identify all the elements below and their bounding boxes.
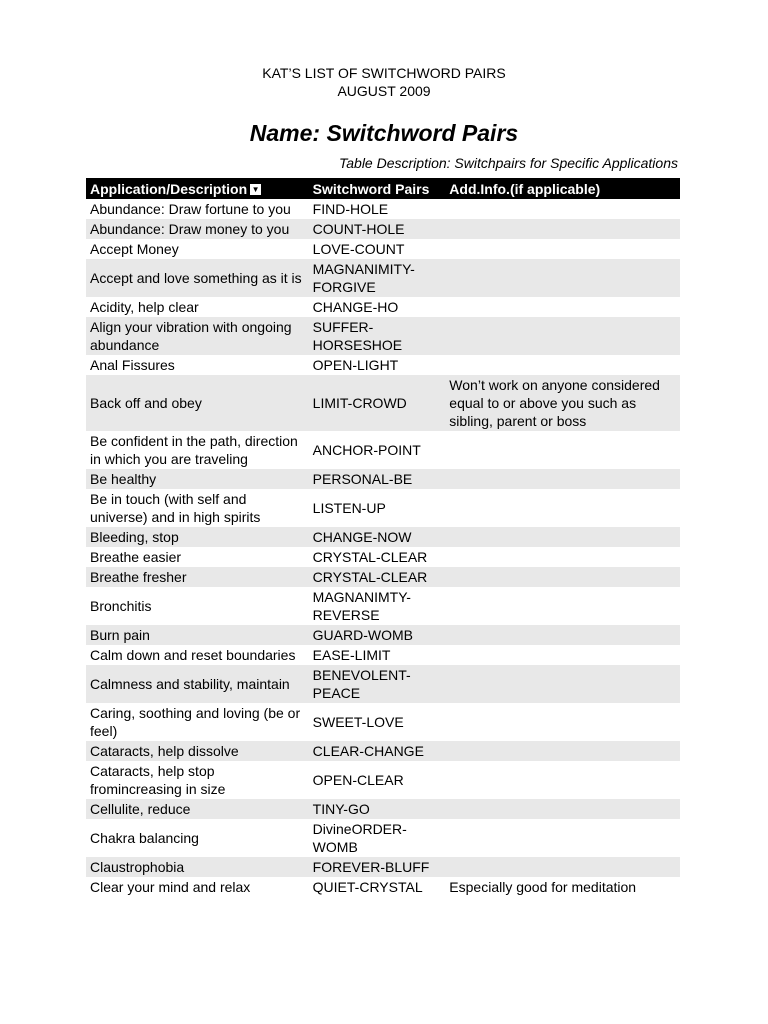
cell-add-info bbox=[445, 527, 680, 547]
cell-add-info bbox=[445, 239, 680, 259]
cell-switchword: FIND-HOLE bbox=[312, 201, 389, 217]
column-header-application[interactable] bbox=[86, 178, 309, 199]
cell-switchword: DivineORDER-WOMB bbox=[312, 821, 407, 855]
cell-application: Cellulite, reduce bbox=[90, 801, 191, 817]
table-row bbox=[86, 219, 680, 239]
cell-add-info: Especially good for meditation bbox=[449, 879, 637, 895]
cell-add-info bbox=[445, 317, 680, 355]
cell-switchword: EASE-LIMIT bbox=[312, 647, 391, 663]
cell-switchword: FOREVER-BLUFF bbox=[312, 859, 430, 875]
table-row bbox=[86, 431, 680, 469]
table-row bbox=[86, 239, 680, 259]
cell-switchword: LOVE-COUNT bbox=[312, 241, 405, 257]
table-row bbox=[86, 199, 680, 219]
cell-application: Align your vibration with ongoing abundance bbox=[90, 319, 292, 353]
table-row bbox=[86, 665, 680, 703]
cell-application: Be in touch (with self and universe) and in high spirits bbox=[90, 491, 261, 525]
table-row bbox=[86, 741, 680, 761]
table-row bbox=[86, 259, 680, 297]
table-row bbox=[86, 375, 680, 431]
table-body bbox=[86, 199, 680, 897]
column-header-switchword: Switchword Pairs bbox=[309, 178, 446, 199]
document-header-date: AUGUST 2009 bbox=[337, 83, 431, 99]
cell-switchword: BENEVOLENT-PEACE bbox=[312, 667, 411, 701]
cell-add-info bbox=[445, 665, 680, 703]
cell-add-info bbox=[445, 799, 680, 819]
cell-add-info bbox=[445, 761, 680, 799]
cell-add-info bbox=[445, 199, 680, 219]
cell-application: Accept and love something as it is bbox=[90, 270, 302, 286]
cell-application: Back off and obey bbox=[90, 395, 202, 411]
cell-switchword: CRYSTAL-CLEAR bbox=[312, 549, 428, 565]
cell-application: Caring, soothing and loving (be or feel) bbox=[90, 705, 301, 739]
table-row bbox=[86, 469, 680, 489]
cell-application: Claustrophobia bbox=[90, 859, 185, 875]
cell-application: Acidity, help clear bbox=[90, 299, 199, 315]
cell-add-info bbox=[445, 219, 680, 239]
cell-switchword: COUNT-HOLE bbox=[312, 221, 405, 237]
cell-switchword: CRYSTAL-CLEAR bbox=[312, 569, 428, 585]
cell-application: Be confident in the path, direction in which you are traveling bbox=[90, 433, 298, 467]
cell-switchword: MAGNANIMITY-FORGIVE bbox=[312, 261, 415, 295]
cell-application: Bronchitis bbox=[90, 598, 152, 614]
table-row bbox=[86, 587, 680, 625]
cell-application: Breathe easier bbox=[90, 549, 182, 565]
cell-add-info bbox=[445, 587, 680, 625]
cell-application: Abundance: Draw fortune to you bbox=[90, 201, 291, 217]
cell-add-info bbox=[445, 355, 680, 375]
cell-add-info bbox=[445, 741, 680, 761]
cell-add-info: Won’t work on anyone considered equal to or above you such as sibling, parent or boss bbox=[449, 377, 660, 429]
cell-add-info bbox=[445, 567, 680, 587]
cell-application: Calm down and reset boundaries bbox=[90, 647, 296, 663]
cell-add-info bbox=[445, 703, 680, 741]
cell-add-info bbox=[445, 297, 680, 317]
cell-add-info bbox=[445, 625, 680, 645]
table-row bbox=[86, 857, 680, 877]
cell-application: Calmness and stability, maintain bbox=[90, 676, 290, 692]
cell-add-info bbox=[445, 489, 680, 527]
cell-switchword: PERSONAL-BE bbox=[312, 471, 413, 487]
cell-application: Be healthy bbox=[90, 471, 157, 487]
cell-add-info bbox=[445, 819, 680, 857]
cell-application: Burn pain bbox=[90, 627, 150, 643]
table-description: Table Description: Switchpairs for Specific Applications bbox=[338, 155, 678, 171]
cell-add-info bbox=[445, 259, 680, 297]
table-row bbox=[86, 355, 680, 375]
cell-switchword: CHANGE-NOW bbox=[312, 529, 412, 545]
cell-switchword: OPEN-LIGHT bbox=[312, 357, 399, 373]
cell-application: Bleeding, stop bbox=[90, 529, 179, 545]
cell-add-info bbox=[445, 857, 680, 877]
cell-application: Clear your mind and relax bbox=[90, 879, 251, 895]
cell-application: Cataracts, help dissolve bbox=[90, 743, 239, 759]
table-row bbox=[86, 527, 680, 547]
cell-application: Breathe fresher bbox=[90, 569, 187, 585]
cell-application: Cataracts, help stop fromincreasing in size bbox=[90, 763, 226, 797]
table-row bbox=[86, 877, 680, 897]
cell-switchword: ANCHOR-POINT bbox=[312, 442, 421, 458]
page-title: Name: Switchword Pairs bbox=[249, 120, 519, 146]
table-header-row bbox=[86, 178, 680, 199]
cell-switchword: CLEAR-CHANGE bbox=[312, 743, 424, 759]
cell-application: Anal Fissures bbox=[90, 357, 175, 373]
table-row bbox=[86, 761, 680, 799]
cell-switchword: TINY-GO bbox=[312, 801, 370, 817]
table-row bbox=[86, 547, 680, 567]
table-row bbox=[86, 645, 680, 665]
column-header-label: Application/Description bbox=[90, 180, 248, 197]
cell-add-info bbox=[445, 431, 680, 469]
cell-switchword: SUFFER-HORSESHOE bbox=[312, 319, 403, 353]
cell-application: Chakra balancing bbox=[90, 830, 199, 846]
cell-switchword: LIMIT-CROWD bbox=[312, 395, 407, 411]
cell-switchword: QUIET-CRYSTAL bbox=[312, 879, 423, 895]
table-row bbox=[86, 317, 680, 355]
cell-switchword: OPEN-CLEAR bbox=[312, 772, 404, 788]
cell-add-info bbox=[445, 547, 680, 567]
cell-switchword: GUARD-WOMB bbox=[312, 627, 413, 643]
table-row bbox=[86, 625, 680, 645]
table-row bbox=[86, 703, 680, 741]
cell-switchword: CHANGE-HO bbox=[312, 299, 399, 315]
switchword-table bbox=[86, 178, 680, 897]
column-header-add-info: Add.Info.(if applicable) bbox=[445, 178, 680, 199]
cell-add-info bbox=[445, 469, 680, 489]
table-row bbox=[86, 819, 680, 857]
table-row bbox=[86, 489, 680, 527]
cell-application: Accept Money bbox=[90, 241, 179, 257]
table-row bbox=[86, 799, 680, 819]
cell-switchword: LISTEN-UP bbox=[312, 500, 386, 516]
document-header-line1: KAT’S LIST OF SWITCHWORD PAIRS bbox=[262, 65, 506, 81]
cell-switchword: SWEET-LOVE bbox=[312, 714, 404, 730]
table-row bbox=[86, 297, 680, 317]
cell-add-info bbox=[445, 645, 680, 665]
filter-dropdown-icon[interactable]: ▼ bbox=[251, 185, 260, 195]
cell-switchword: MAGNANIMTY-REVERSE bbox=[312, 589, 411, 623]
table-row bbox=[86, 567, 680, 587]
cell-application: Abundance: Draw money to you bbox=[90, 221, 290, 237]
